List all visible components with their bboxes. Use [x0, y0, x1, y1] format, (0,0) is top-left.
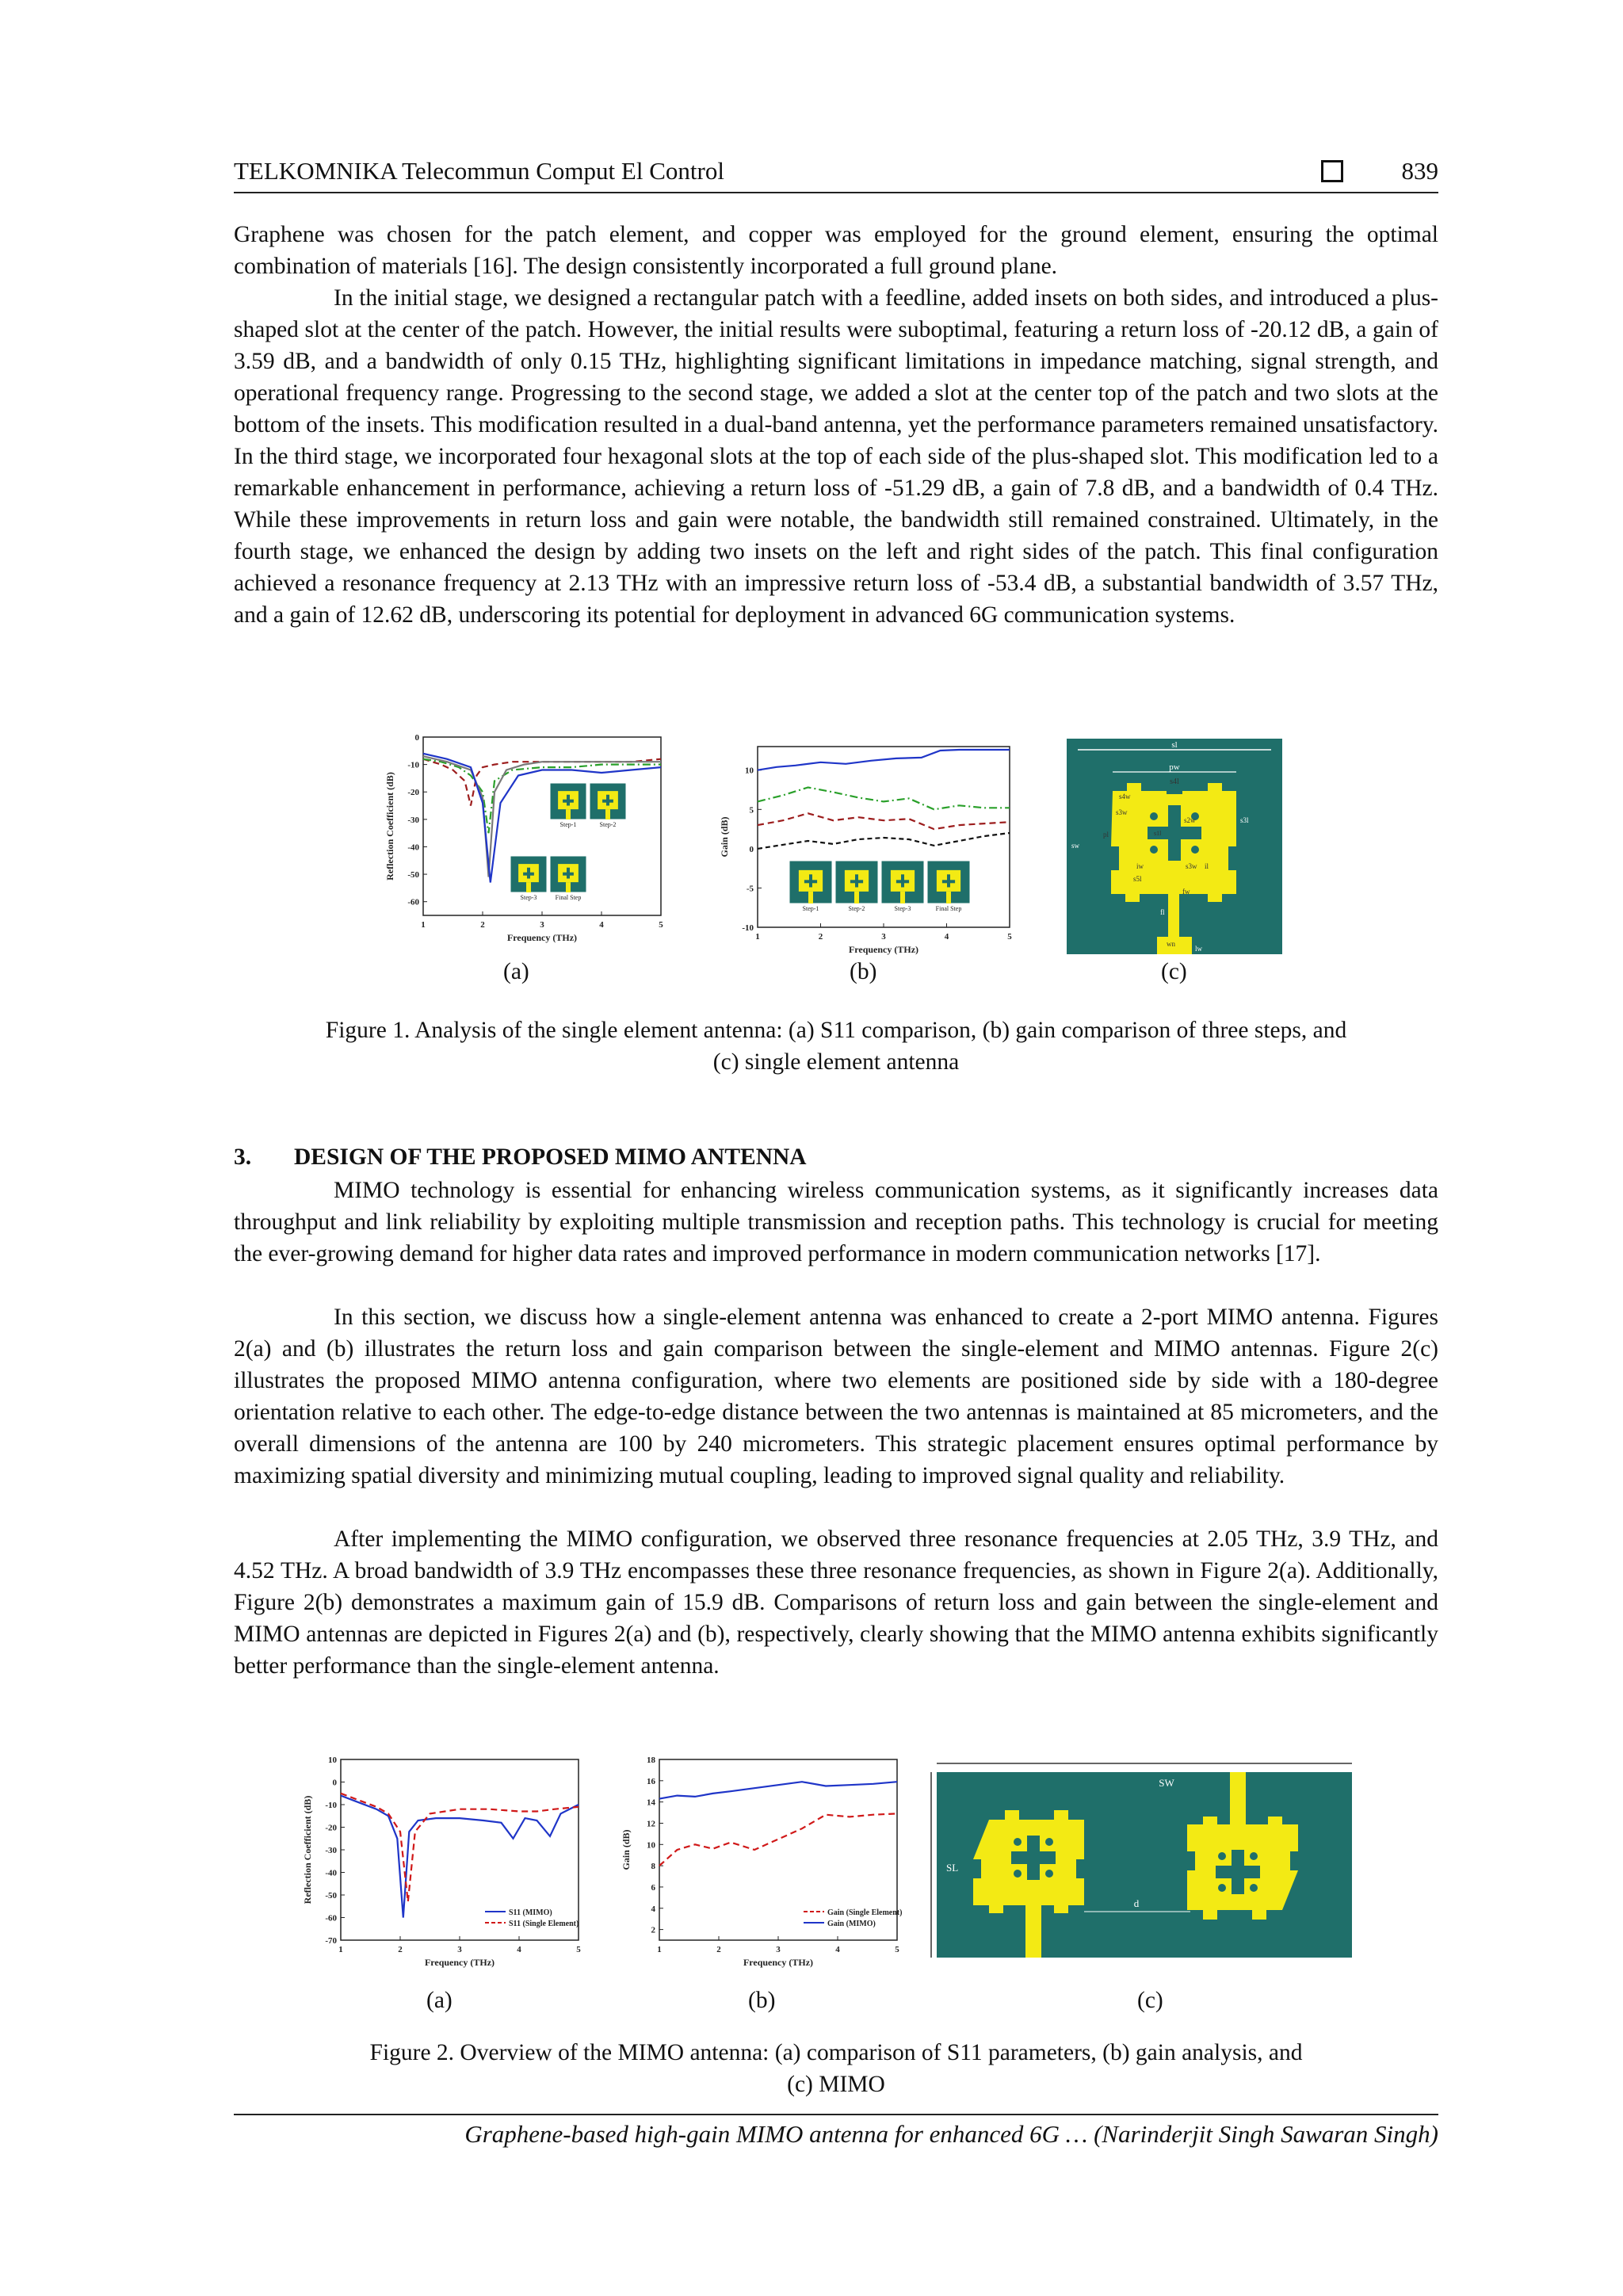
inset-slot	[942, 880, 955, 883]
inset-label-step2: Step-2	[599, 821, 617, 828]
legend-entry: Gain (MIMO)	[827, 1920, 876, 1928]
figure1c-antenna	[1067, 739, 1282, 954]
series-line-step-2	[758, 813, 1010, 829]
paragraph-3: MIMO technology is essential for enhancing wireless communication systems, as it significantly increases data throughput and link reliability by exploiting multiple transmission and reception paths. This technology is crucial for meeting the ever-growing demand for higher data rates and improved performance in modern communication networks [17].	[234, 1178, 1438, 1266]
running-header	[234, 155, 1438, 193]
y-tick-label: 4	[651, 1904, 655, 1914]
series-line-gain-mimo-	[659, 1782, 897, 1798]
x-tick-label: 5	[1007, 932, 1012, 942]
hex-slot	[1150, 846, 1158, 854]
x-axis-label: Frequency (THz)	[424, 1957, 495, 1968]
x-axis-label: Frequency (THz)	[848, 944, 919, 955]
y-tick-label: -70	[325, 1936, 337, 1946]
y-tick-label: -60	[407, 897, 419, 907]
y-tick-label: 2	[651, 1925, 655, 1935]
y-tick-label: -20	[407, 788, 419, 798]
series-line-step-1	[758, 833, 1010, 849]
x-tick-label: 5	[895, 1945, 899, 1954]
x-tick-label: 3	[457, 1945, 462, 1954]
y-tick-label: 0	[414, 733, 419, 743]
series-line-final-step	[758, 750, 1010, 770]
y-tick-label: 12	[647, 1819, 655, 1829]
y-tick-label: 14	[647, 1797, 655, 1808]
y-tick-label: 8	[651, 1862, 655, 1872]
figure2a-chart	[292, 1750, 585, 1980]
inset-label-final: Final Step	[935, 905, 962, 912]
inset-slot	[850, 880, 863, 883]
svg-text:iw: iw	[1136, 862, 1144, 870]
x-tick-label: 5	[659, 920, 663, 930]
x-tick-label: 1	[421, 920, 426, 930]
y-tick-label: 18	[647, 1755, 655, 1765]
y-tick-label: -10	[407, 760, 419, 770]
inset-feed	[854, 892, 859, 904]
figure2-label-b: (b)	[748, 1988, 776, 2013]
inset-feed	[566, 882, 571, 892]
y-tick-label: -10	[742, 923, 754, 933]
inset-feed	[900, 892, 905, 904]
figure2-label-a: (a)	[426, 1988, 453, 2013]
y-tick-label: -30	[407, 815, 419, 825]
x-tick-label: 4	[599, 920, 604, 930]
x-tick-label: 4	[835, 1945, 840, 1954]
x-tick-label: 1	[657, 1945, 662, 1954]
inset-slot	[896, 880, 909, 883]
footer-text: Graphene-based high-gain MIMO antenna for enhanced 6G … (Narinderjit Singh Sawaran Singh)	[464, 2120, 1438, 2148]
svg-text:s3w: s3w	[1186, 862, 1197, 870]
x-tick-label: 1	[338, 1945, 343, 1954]
y-tick-label: 10	[647, 1840, 655, 1851]
series-line-step-3	[758, 788, 1010, 810]
figure1-label-c: (c)	[1161, 959, 1187, 984]
paragraph-1: Graphene was chosen for the patch element, and copper was employed for the ground element, ensuring the optimal combination of materials [16]. The design consistently incorporated a full ground plane.	[234, 222, 1438, 279]
series-line-s11-mimo-	[341, 1796, 579, 1918]
series-line-gain-single-element-	[659, 1813, 897, 1866]
dim-label-sl: SL	[946, 1862, 959, 1874]
figure1-label-a: (a)	[503, 959, 529, 984]
inset-label-step1: Step-1	[802, 905, 819, 912]
square-icon	[1321, 160, 1343, 182]
figure2-caption: Figure 2. Overview of the MIMO antenna: (a) comparison of S11 parameters, (b) gain analysis, and (c) MIMO	[369, 2040, 1303, 2097]
inset-feed	[526, 882, 531, 892]
paragraph-5: After implementing the MIMO configuration, we observed three resonance frequencies at 2.05 THz, 3.9 THz, and 4.52 THz. A broad bandwidth of 3.9 THz encompasses these three resonance frequencies, as shown in Figure 2(a). Additionally, Figure 2(b) demonstrates a maximum gain of 15.9 dB. Comparisons of return loss and gain between the single-element and MIMO antennas are depicted in Figures 2(a) and (b), respectively, clearly showing that the MIMO antenna exhibits significantly better performance than the single-element antenna.	[234, 1526, 1438, 1679]
svg-text:s4l: s4l	[1170, 777, 1179, 786]
figure2c-mimo-antenna	[929, 1756, 1357, 1959]
inset-slot	[523, 873, 534, 876]
paragraph-4: In this section, we discuss how a single-element antenna was enhanced to create a 2-port MIMO antenna. Figures 2(a) and (b) illustrates the return loss and gain comparison between the single-element and MIMO antennas. Figure 2(c) illustrates the proposed MIMO antenna configuration, where two elements are positioned side by side with a 180-degree orientation relative to each other. The edge-to-edge distance between the two antennas is maintained at 85 micrometers, and the overall dimensions of the antenna are 100 by 240 micrometers. This strategic placement ensures optimal performance by maximizing spatial diversity and minimizing mutual coupling, leading to improved signal quality and reliability.	[234, 1305, 1438, 1488]
x-tick-label: 4	[517, 1945, 521, 1954]
figure2-label-c: (c)	[1137, 1988, 1163, 2013]
y-tick-label: 6	[651, 1882, 655, 1893]
page-number: 839	[1401, 157, 1438, 185]
x-tick-label: 5	[576, 1945, 581, 1954]
x-tick-label: 2	[818, 932, 823, 942]
y-tick-label: -40	[325, 1868, 337, 1878]
running-footer	[234, 2114, 1438, 2149]
y-axis-label: Gain (dB)	[719, 816, 730, 858]
figure2b-chart	[618, 1750, 903, 1980]
y-tick-label: 0	[749, 844, 754, 854]
y-axis-label: Reflection Coefficient (dB)	[384, 772, 395, 881]
svg-text:s1l: s1l	[1154, 830, 1162, 837]
svg-text:il: il	[1205, 862, 1209, 870]
svg-text:fw: fw	[1182, 888, 1190, 896]
y-tick-label: -5	[746, 884, 754, 894]
svg-text:wn: wn	[1167, 940, 1175, 948]
hex-slot	[1191, 846, 1199, 854]
svg-text:s5l: s5l	[1133, 875, 1142, 883]
inset-slot	[804, 880, 817, 883]
inset-slot	[602, 800, 613, 803]
figure1a-chart	[363, 729, 680, 967]
svg-text:pl: pl	[1103, 831, 1109, 839]
dim-label-d: d	[1133, 1897, 1140, 1909]
x-tick-label: 2	[398, 1945, 403, 1954]
x-axis-label: Frequency (THz)	[506, 932, 578, 943]
journal-title: TELKOMNIKA Telecommun Comput El Control	[234, 157, 724, 185]
svg-text:s3l: s3l	[1240, 816, 1249, 824]
y-tick-label: -10	[325, 1801, 337, 1810]
inset-feed	[566, 809, 571, 819]
x-tick-label: 1	[755, 932, 760, 942]
figure1b-chart	[707, 739, 1024, 968]
dim-label-sl: sl	[1171, 740, 1178, 750]
svg-text:s2w: s2w	[1184, 816, 1196, 824]
svg-text:sw: sw	[1071, 842, 1080, 850]
y-tick-label: -40	[407, 842, 419, 853]
y-tick-label: -60	[325, 1913, 337, 1924]
inset-feed	[946, 892, 951, 904]
figure1-label-b: (b)	[850, 959, 877, 984]
svg-text:s3w: s3w	[1116, 808, 1128, 816]
y-tick-label: 10	[745, 766, 754, 776]
inset-feed	[808, 892, 813, 904]
inset-label-step3: Step-3	[520, 894, 537, 901]
x-axis-label: Frequency (THz)	[743, 1957, 814, 1968]
legend-entry: S11 (MIMO)	[509, 1908, 552, 1917]
y-tick-label: 0	[332, 1778, 337, 1788]
hex-slot	[1150, 812, 1158, 820]
x-tick-label: 3	[881, 932, 886, 942]
y-axis-label: Gain (dB)	[621, 1829, 632, 1870]
section-heading: 3. DESIGN OF THE PROPOSED MIMO ANTENNA	[234, 1144, 807, 1170]
legend-entry: S11 (Single Element)	[509, 1920, 579, 1928]
x-tick-label: 3	[776, 1945, 781, 1954]
y-tick-label: 16	[647, 1776, 655, 1786]
inset-label-step1: Step-1	[559, 821, 577, 828]
inset-slot	[563, 873, 574, 876]
inset-slot	[563, 800, 574, 803]
x-tick-label: 3	[540, 920, 544, 930]
y-tick-label: -50	[407, 870, 419, 881]
svg-text:lw: lw	[1195, 945, 1202, 953]
y-axis-label: Reflection Coefficient (dB)	[302, 1795, 313, 1904]
legend-entry: Gain (Single Element)	[827, 1908, 903, 1917]
inset-label-step3: Step-3	[894, 905, 911, 912]
y-tick-label: -30	[325, 1846, 337, 1855]
inset-label-final: Final Step	[555, 894, 582, 901]
x-tick-label: 2	[480, 920, 485, 930]
paragraph-2: In the initial stage, we designed a rectangular patch with a feedline, added insets on both sides, and introduced a plus-shaped slot at the center of the patch. However, the initial results were suboptimal, featuring a return loss of -20.12 dB, a gain of 3.59 dB, and a bandwidth of only 0.15 THz, highlighting significant limitations in impedance matching, signal strength, and operational frequency range. Progressing to the second stage, we added a slot at the center top of the patch and two slots at the bottom of the insets. This modification resulted in a dual-band antenna, yet the performance parameters remained unsatisfactory. In the third stage, we incorporated four hexagonal slots at the top of each side of the plus-shaped slot. This modification led to a remarkable enhancement in performance, achieving a return loss of -51.29 dB, a gain of 7.8 dB, and a bandwidth of 0.4 THz. While these improvements in return loss and gain were notable, the bandwidth still remained constrained. Ultimately, in the fourth stage, we enhanced the design by adding two insets on the left and right sides of the patch. This final configuration achieved a resonance frequency at 2.13 THz with an impressive return loss of -53.4 dB, a substantial bandwidth of 3.57 THz, and a gain of 12.62 dB, underscoring its potential for deployment in advanced 6G communication systems.	[234, 285, 1438, 628]
dim-label-pw: pw	[1169, 762, 1180, 772]
y-tick-label: 5	[749, 805, 754, 816]
svg-text:fl: fl	[1160, 908, 1165, 916]
inset-label-step2: Step-2	[848, 905, 865, 912]
inset-feed	[605, 809, 610, 819]
y-tick-label: 10	[328, 1755, 337, 1765]
y-tick-label: -20	[325, 1823, 337, 1833]
x-tick-label: 2	[716, 1945, 721, 1954]
dim-label-sw: SW	[1159, 1777, 1174, 1789]
svg-text:s4w: s4w	[1119, 793, 1131, 800]
x-tick-label: 4	[944, 932, 949, 942]
figure1-caption: Figure 1. Analysis of the single element antenna: (a) S11 comparison, (b) gain comparison of three steps, and (c) single element antenna	[325, 1018, 1347, 1075]
y-tick-label: -50	[325, 1891, 337, 1901]
